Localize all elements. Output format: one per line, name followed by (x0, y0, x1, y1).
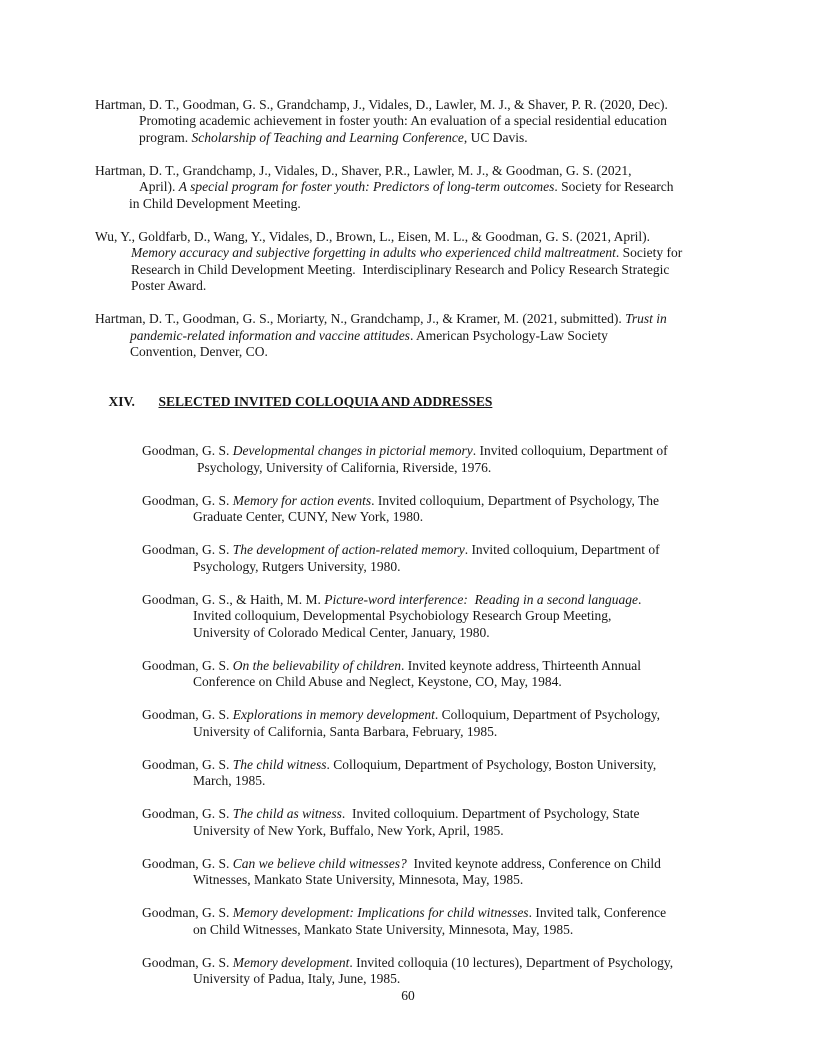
title-italic-run: Developmental changes in pictorial memory (232, 443, 473, 458)
reference-line (0, 229, 816, 246)
title-italic-run: Picture-word interference: Reading in a second language (324, 591, 639, 607)
text-run: Goodman, G. S. (142, 657, 233, 673)
colloquium-entry (0, 443, 816, 476)
colloquia-list (0, 443, 816, 988)
text-run: Goodman, G. S. (142, 855, 233, 871)
title-italic-run: Explorations in memory development (232, 707, 435, 722)
reference-line (0, 344, 816, 361)
text-run: Goodman, G. S. (142, 707, 233, 722)
section-numeral: XIV. (108, 393, 135, 409)
colloquium-entry (0, 542, 816, 575)
text-run: Hartman, D. T., Goodman, G. S., Grandchamp, J., Vidales, D., Lawler, M. J., & Shaver, P. R. (2020, Dec). (95, 96, 668, 112)
text-run: Invited keynote address, Conference on Child (406, 855, 661, 871)
text-run: Goodman, G. S. (142, 492, 233, 508)
text-run: Invited colloquium, Developmental Psychobiology Research Group Meeting, (193, 608, 612, 623)
text-run: Hartman, D. T., Grandchamp, J., Vidales, D., Shaver, P.R., Lawler, M. J., & Goodman, G. S. (2021, (95, 162, 632, 178)
text-run: University of New York, Buffalo, New York, April, 1985. (193, 822, 504, 838)
colloquium-line (0, 674, 816, 691)
text-run: program. (139, 129, 192, 145)
colloquium-line (0, 542, 816, 559)
references-section (0, 97, 816, 361)
colloquium-line (0, 757, 816, 774)
award-text-run: Poster Award. (131, 278, 207, 293)
text-run: March, 1985. (193, 773, 266, 788)
text-run: University of California, Santa Barbara, February, 1985. (193, 723, 498, 739)
text-run: . Invited colloquium, Department of (464, 542, 660, 557)
text-run: . Society for Research (554, 179, 674, 194)
text-run: , UC Davis. (463, 129, 528, 145)
colloquium-entry (0, 493, 816, 526)
text-run: . Invited colloquium, Department of (472, 443, 668, 458)
text-run: Wu, Y., Goldfarb, D., Wang, Y., Vidales, D., Brown, L., Eisen, M. L., & Goodman, G. S. (2021, April). (95, 228, 651, 244)
text-run: Conference on Child Abuse and Neglect, Keystone, CO, May, 1984. (193, 674, 562, 689)
text-run: . Invited colloquium, Department of Psychology, The (371, 492, 660, 508)
text-run: on Child Witnesses, Mankato State University, Minnesota, May, 1985. (193, 921, 574, 937)
title-italic-run: Memory development: Implications for child witnesses (232, 905, 529, 920)
reference-line (0, 163, 816, 180)
text-run: Promoting academic achievement in foster youth: An evaluation of a special residential education (139, 113, 667, 128)
text-run: Goodman, G. S. (142, 954, 233, 970)
text-run: Psychology, Rutgers University, 1980. (193, 558, 401, 574)
text-run: Psychology, University of California, Riverside, 1976. (197, 459, 492, 475)
reference-line (0, 262, 816, 279)
colloquium-line (0, 509, 816, 526)
colloquium-line (0, 625, 816, 642)
colloquium-line (0, 608, 816, 625)
text-run: . Invited colloquium. Department of Psychology, State (341, 806, 640, 821)
colloquium-line (0, 955, 816, 972)
title-italic-run: The child as witness (232, 806, 342, 821)
text-run: . Society for (615, 245, 683, 260)
title-italic-run: pandemic-related information and vaccine attitudes (130, 327, 410, 343)
text-run: . Colloquium, Department of Psychology, (434, 707, 661, 722)
text-run: Witnesses, Mankato State University, Minnesota, May, 1985. (193, 872, 524, 887)
title-italic-run: The development of action-related memory (232, 542, 465, 557)
colloquium-entry (0, 707, 816, 740)
text-run: University of Colorado Medical Center, January, 1980. (193, 624, 490, 640)
title-italic-run: Memory development (232, 954, 350, 970)
text-run: Graduate Center, CUNY, New York, 1980. (193, 509, 424, 524)
reference-entry (0, 311, 816, 361)
text-run: Research in Child Development Meeting. (131, 261, 363, 277)
text-run: April). (139, 179, 179, 194)
text-run: Goodman, G. S. (142, 756, 233, 772)
text-run: . Invited keynote address, Thirteenth Annual (400, 657, 642, 673)
colloquium-line (0, 559, 816, 576)
colloquium-line (0, 905, 816, 922)
colloquium-entry (0, 955, 816, 988)
text-run: in Child Development Meeting. (129, 195, 301, 211)
text-run: Convention, Denver, CO. (130, 344, 268, 359)
text-run: . Colloquium, Department of Psychology, Boston University, (326, 756, 657, 772)
text-run: . American Psychology-Law Society (409, 327, 608, 343)
colloquium-line (0, 823, 816, 840)
colloquium-line (0, 856, 816, 873)
text-run: Goodman, G. S. (142, 443, 233, 458)
colloquium-line (0, 592, 816, 609)
reference-line (0, 245, 816, 262)
title-italic-run: A special program for foster youth: Predictors of long-term outcomes (178, 179, 555, 194)
text-run: . Invited talk, Conference (528, 905, 667, 920)
text-run: . (638, 591, 642, 607)
colloquium-line (0, 493, 816, 510)
reference-entry (0, 229, 816, 295)
colloquium-entry (0, 757, 816, 790)
colloquium-line (0, 773, 816, 790)
colloquium-entry (0, 905, 816, 938)
title-italic-run: Trust in (625, 311, 667, 326)
colloquium-entry (0, 658, 816, 691)
colloquium-line (0, 443, 816, 460)
page-number: 60 (401, 988, 415, 1003)
section-title: SELECTED INVITED COLLOQUIA AND ADDRESSES (158, 393, 493, 409)
section-heading (0, 377, 816, 427)
colloquium-line (0, 724, 816, 741)
reference-line (0, 113, 816, 130)
colloquium-line (0, 922, 816, 939)
reference-line (0, 130, 816, 147)
reference-entry (0, 97, 816, 147)
colloquium-entry (0, 592, 816, 642)
reference-entry (0, 163, 816, 213)
text-run: Goodman, G. S. (142, 542, 233, 557)
text-run: Goodman, G. S. (142, 905, 233, 920)
reference-line (0, 328, 816, 345)
colloquium-entry (0, 856, 816, 889)
text-run: Hartman, D. T., Goodman, G. S., Moriarty, N., Grandchamp, J., & Kramer, M. (2021, submitted). (95, 311, 626, 326)
colloquium-line (0, 971, 816, 988)
title-italic-run: Memory for action events (232, 492, 372, 508)
award-text-run: Interdisciplinary Research and Policy Research Strategic (362, 261, 670, 277)
reference-line (0, 311, 816, 328)
reference-line (0, 196, 816, 213)
reference-line (0, 97, 816, 114)
title-italic-run: Scholarship of Teaching and Learning Conference (191, 129, 464, 145)
text-run: University of Padua, Italy, June, 1985. (193, 971, 401, 986)
colloquium-line (0, 460, 816, 477)
reference-line (0, 179, 816, 196)
text-run: . Invited colloquia (10 lectures), Department of Psychology, (349, 954, 674, 970)
text-run: Goodman, G. S., & Haith, M. M. (142, 591, 325, 607)
colloquium-line (0, 872, 816, 889)
colloquium-line (0, 707, 816, 724)
reference-line (0, 278, 816, 295)
colloquium-line (0, 658, 816, 675)
text-run: Goodman, G. S. (142, 806, 233, 821)
title-italic-run: On the believability of children (232, 657, 401, 673)
title-italic-run: Memory accuracy and subjective forgetting in adults who experienced child maltreatment (131, 245, 616, 260)
title-italic-run: Can we believe child witnesses? (232, 855, 407, 871)
colloquium-line (0, 806, 816, 823)
title-italic-run: The child witness (232, 756, 327, 772)
colloquium-entry (0, 806, 816, 839)
